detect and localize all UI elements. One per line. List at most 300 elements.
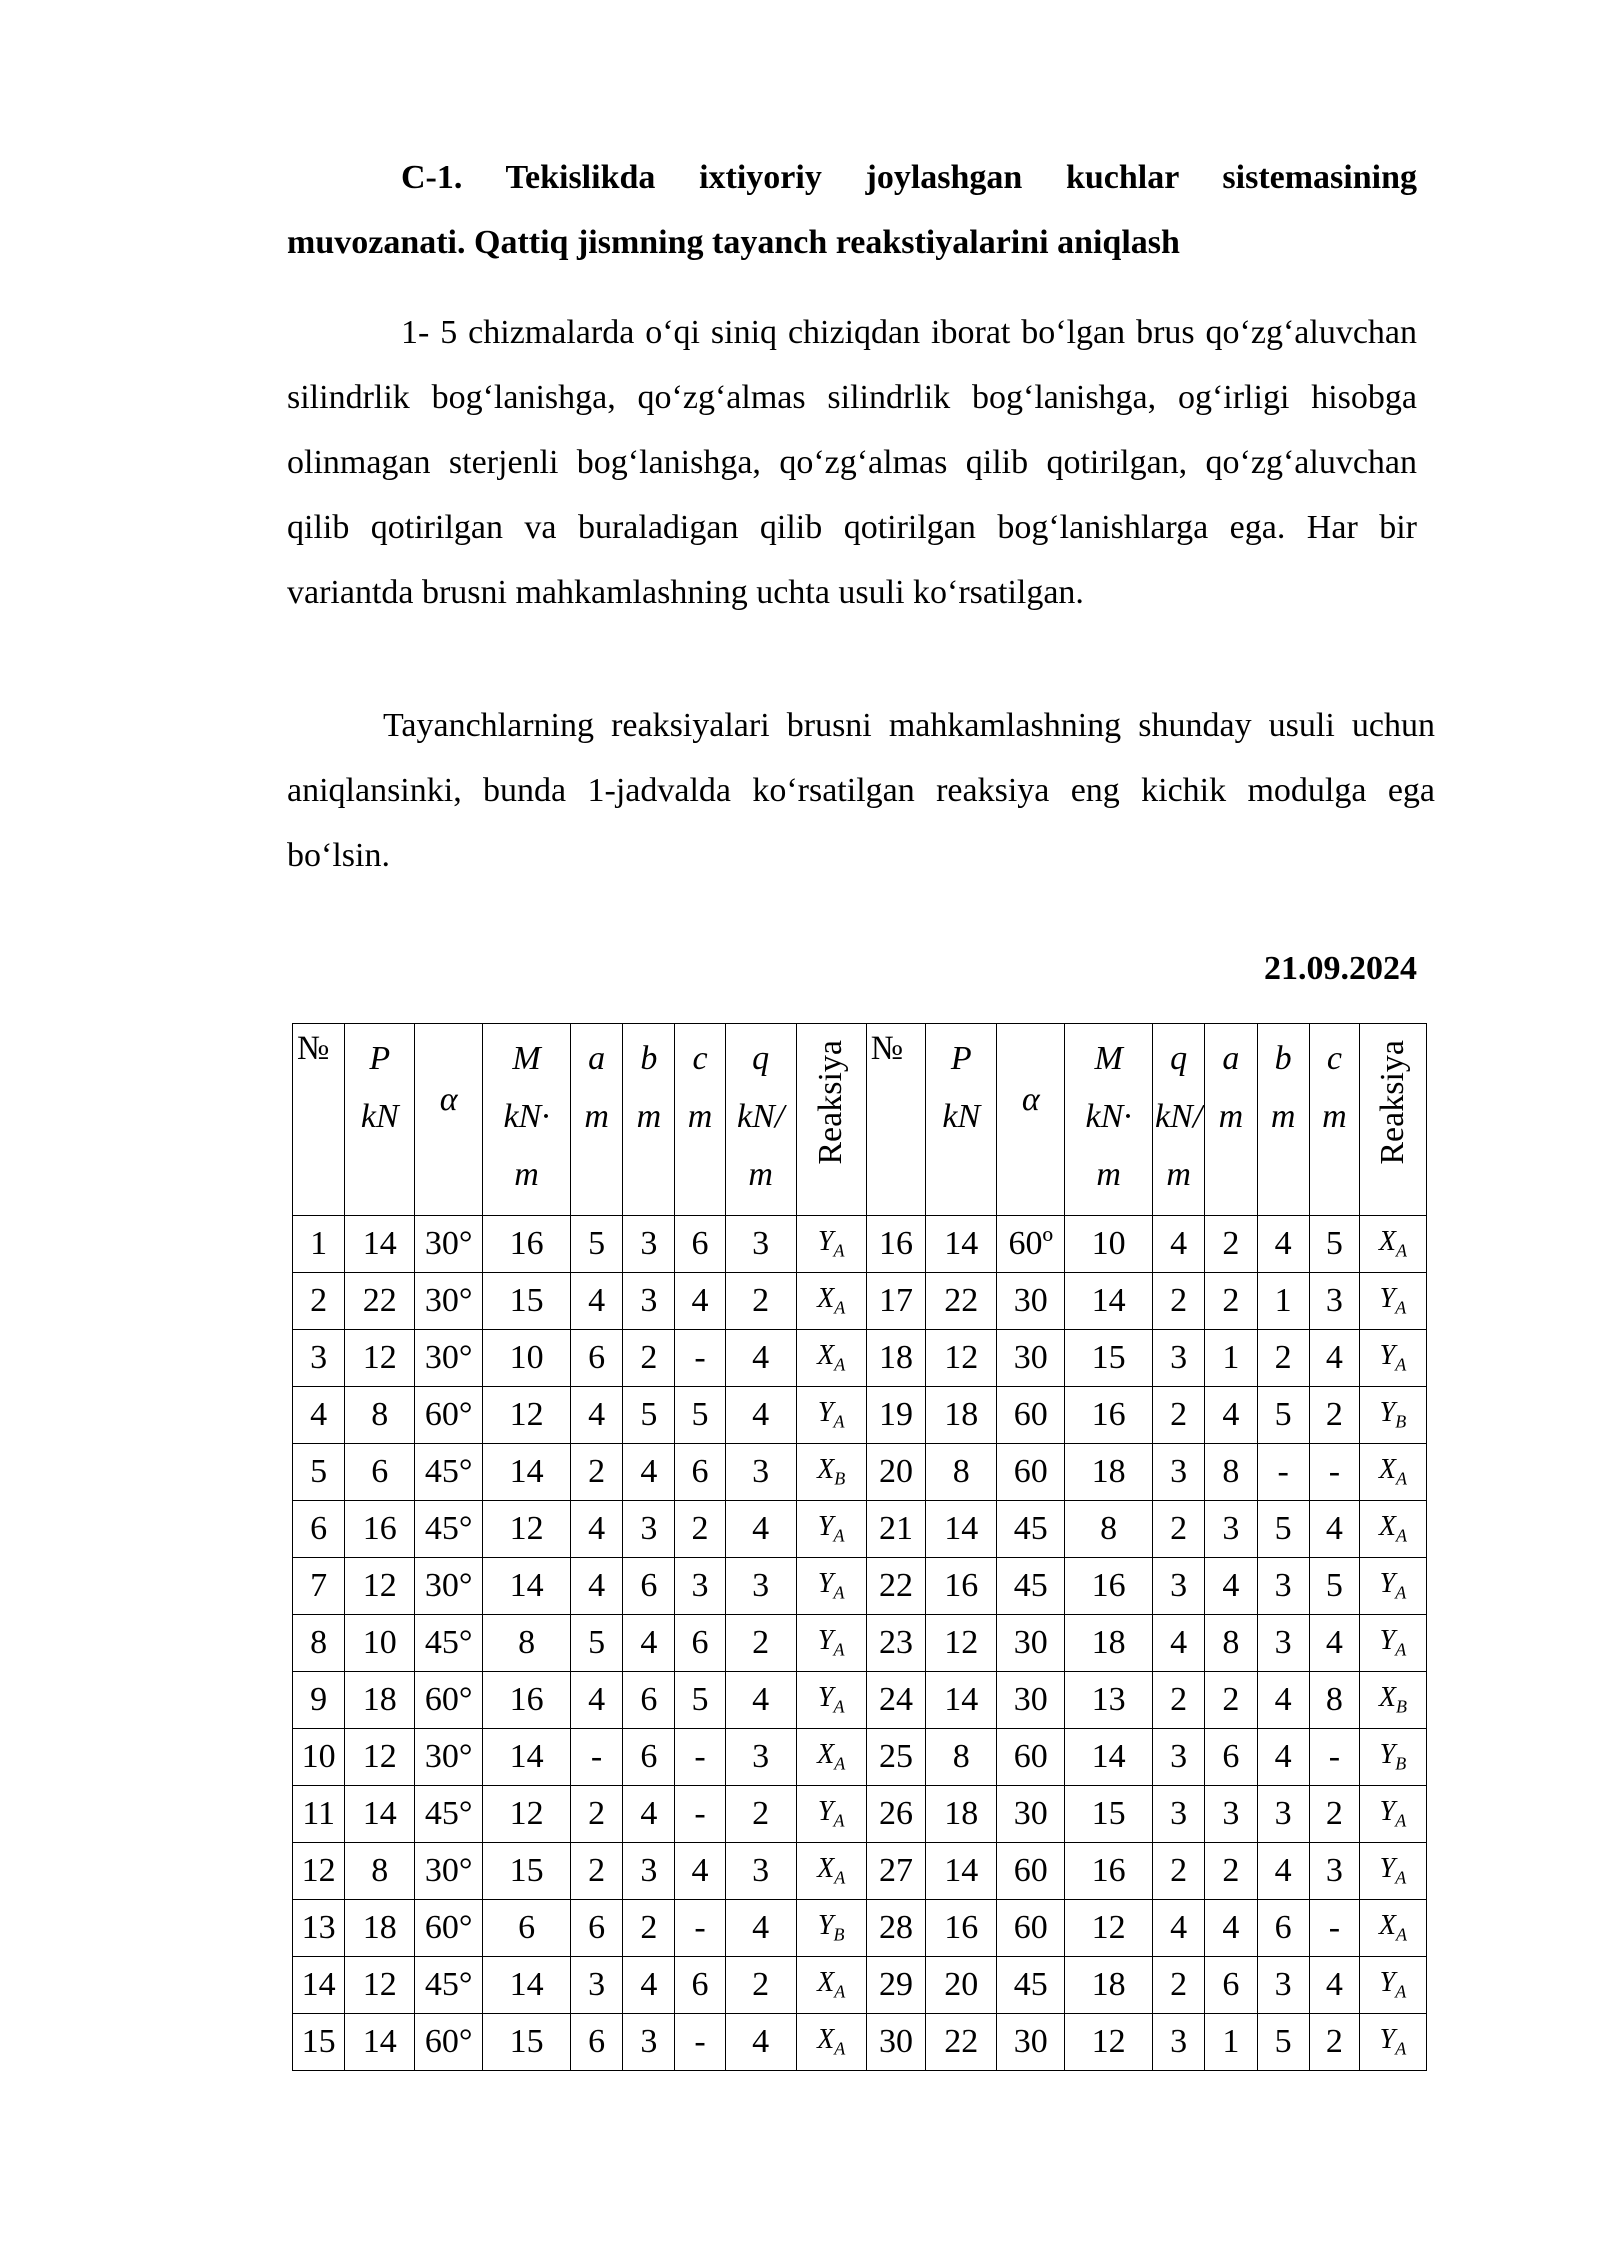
header-m-left-unit2: m bbox=[514, 1156, 539, 1193]
reaction-symbol: Y bbox=[817, 1511, 834, 1543]
cell-p: 14 bbox=[345, 1786, 415, 1843]
cell-p: 8 bbox=[345, 1387, 415, 1444]
header-alpha-left bbox=[415, 1024, 483, 1216]
cell-alpha: 30° bbox=[415, 1729, 483, 1786]
reaction-symbol: X bbox=[1378, 1511, 1397, 1543]
cell-alpha: 30° bbox=[415, 1273, 483, 1330]
header-c-right bbox=[1309, 1024, 1359, 1216]
variant-number: 16 bbox=[866, 1216, 926, 1273]
reaction-subscript: A bbox=[1395, 1297, 1407, 1318]
reaction-subscript: A bbox=[1395, 1639, 1407, 1660]
cell-m: 18 bbox=[1065, 1957, 1153, 2014]
cell-reaction bbox=[1359, 1558, 1426, 1615]
cell-a: 5 bbox=[570, 1615, 622, 1672]
reaction-symbol: Y bbox=[1379, 1967, 1396, 1999]
cell-alpha: 60º bbox=[997, 1216, 1065, 1273]
reaction-subscript: A bbox=[1396, 1468, 1408, 1489]
reaction-symbol: X bbox=[817, 2024, 835, 2056]
cell-b: 5 bbox=[623, 1387, 675, 1444]
header-p-right-symbol: P bbox=[950, 1040, 972, 1077]
cell-b: 3 bbox=[1257, 1558, 1309, 1615]
cell-a: 6 bbox=[1205, 1957, 1257, 2014]
cell-reaction bbox=[796, 2014, 866, 2071]
cell-b: 4 bbox=[623, 1786, 675, 1843]
cell-b: 4 bbox=[623, 1957, 675, 2014]
cell-p: 22 bbox=[345, 1273, 415, 1330]
reaction-symbol: Y bbox=[1379, 1796, 1396, 1828]
header-num-right-label: № bbox=[870, 1030, 904, 1067]
cell-m: 10 bbox=[1065, 1216, 1153, 1273]
header-reaksiya-left bbox=[796, 1024, 866, 1216]
cell-alpha: 30 bbox=[997, 1672, 1065, 1729]
cell-p: 12 bbox=[345, 1729, 415, 1786]
cell-p: 14 bbox=[926, 1672, 997, 1729]
cell-m: 14 bbox=[1065, 1729, 1153, 1786]
cell-reaction bbox=[1359, 1957, 1426, 2014]
cell-b: 1 bbox=[1257, 1273, 1309, 1330]
cell-alpha: 60° bbox=[415, 2014, 483, 2071]
variant-number: 10 bbox=[293, 1729, 345, 1786]
cell-c: 6 bbox=[675, 1444, 725, 1501]
variant-number: 6 bbox=[293, 1501, 345, 1558]
cell-q: 2 bbox=[725, 1786, 796, 1843]
cell-m: 18 bbox=[1065, 1615, 1153, 1672]
cell-p: 18 bbox=[345, 1672, 415, 1729]
cell-c: 5 bbox=[675, 1672, 725, 1729]
header-q-right-unit2: m bbox=[1166, 1156, 1191, 1193]
cell-b: 3 bbox=[623, 1501, 675, 1558]
cell-q: 3 bbox=[1153, 1729, 1205, 1786]
cell-p: 8 bbox=[345, 1843, 415, 1900]
reaction-symbol: X bbox=[817, 1739, 835, 1771]
cell-p: 18 bbox=[345, 1900, 415, 1957]
variant-number: 17 bbox=[866, 1273, 926, 1330]
cell-m: 15 bbox=[483, 2014, 571, 2071]
reaction-symbol: Y bbox=[1379, 2024, 1396, 2056]
header-m-right-symbol: M bbox=[1094, 1040, 1123, 1077]
cell-c: 2 bbox=[675, 1501, 725, 1558]
header-q-left bbox=[725, 1024, 796, 1216]
cell-p: 22 bbox=[926, 1273, 997, 1330]
cell-q: 3 bbox=[725, 1444, 796, 1501]
reaction-symbol: X bbox=[1378, 1682, 1397, 1714]
reaction-subscript: A bbox=[833, 1582, 845, 1603]
header-num-left bbox=[293, 1024, 345, 1216]
cell-m: 14 bbox=[1065, 1273, 1153, 1330]
reaction-symbol: Y bbox=[1379, 1625, 1396, 1657]
header-p-right bbox=[926, 1024, 997, 1216]
reaction-subscript: A bbox=[834, 1354, 846, 1375]
header-a-left-symbol: a bbox=[588, 1040, 606, 1077]
header-a-right bbox=[1205, 1024, 1257, 1216]
cell-p: 20 bbox=[926, 1957, 997, 2014]
variant-number: 12 bbox=[293, 1843, 345, 1900]
cell-a: 3 bbox=[570, 1957, 622, 2014]
cell-p: 14 bbox=[926, 1216, 997, 1273]
reaction-subscript: A bbox=[833, 1240, 845, 1261]
cell-reaction bbox=[1359, 1615, 1426, 1672]
cell-q: 4 bbox=[725, 1330, 796, 1387]
variant-number: 13 bbox=[293, 1900, 345, 1957]
table-row bbox=[293, 1501, 1427, 1558]
cell-m: 10 bbox=[483, 1330, 571, 1387]
cell-q: 3 bbox=[1153, 1330, 1205, 1387]
cell-a: 4 bbox=[570, 1558, 622, 1615]
cell-reaction bbox=[796, 1957, 866, 2014]
reaction-subscript: A bbox=[833, 1696, 845, 1717]
header-q-left-unit1: kN/ bbox=[737, 1098, 785, 1135]
table-row bbox=[293, 1444, 1427, 1501]
cell-q: 3 bbox=[725, 1729, 796, 1786]
cell-b: 5 bbox=[1257, 1501, 1309, 1558]
cell-alpha: 45 bbox=[997, 1501, 1065, 1558]
variant-number: 11 bbox=[293, 1786, 345, 1843]
header-b-right-unit: m bbox=[1270, 1098, 1296, 1135]
cell-alpha: 60 bbox=[997, 1387, 1065, 1444]
cell-b: 4 bbox=[623, 1444, 675, 1501]
table-row bbox=[293, 1729, 1427, 1786]
cell-q: 2 bbox=[725, 1615, 796, 1672]
cell-b: 3 bbox=[1257, 1786, 1309, 1843]
reaction-symbol: Y bbox=[1379, 1283, 1396, 1315]
cell-q: 3 bbox=[725, 1843, 796, 1900]
cell-m: 16 bbox=[1065, 1558, 1153, 1615]
cell-c: 4 bbox=[1309, 1957, 1359, 2014]
cell-q: 2 bbox=[1153, 1672, 1205, 1729]
header-m-left-symbol: M bbox=[512, 1040, 541, 1077]
cell-reaction bbox=[796, 1273, 866, 1330]
cell-b: 6 bbox=[623, 1729, 675, 1786]
cell-p: 14 bbox=[926, 1843, 997, 1900]
cell-q: 2 bbox=[1153, 1387, 1205, 1444]
header-m-right-unit1: kN· bbox=[1085, 1098, 1132, 1135]
header-b-left-symbol: b bbox=[640, 1040, 658, 1077]
header-m-left-unit1: kN· bbox=[503, 1098, 550, 1135]
cell-q: 2 bbox=[1153, 1273, 1205, 1330]
cell-q: 2 bbox=[725, 1273, 796, 1330]
cell-c: 3 bbox=[1309, 1273, 1359, 1330]
cell-c: - bbox=[1309, 1900, 1359, 1957]
variant-number: 14 bbox=[293, 1957, 345, 2014]
cell-m: 12 bbox=[483, 1387, 571, 1444]
cell-m: 15 bbox=[483, 1273, 571, 1330]
cell-q: 3 bbox=[1153, 1558, 1205, 1615]
cell-c: 5 bbox=[675, 1387, 725, 1444]
cell-a: 6 bbox=[570, 1330, 622, 1387]
reaction-symbol: Y bbox=[817, 1397, 834, 1429]
reaction-symbol: Y bbox=[817, 1796, 834, 1828]
header-q-right-unit1: kN/ bbox=[1155, 1098, 1203, 1135]
reaction-subscript: A bbox=[1395, 1810, 1407, 1831]
header-p-right-unit: kN bbox=[942, 1098, 981, 1135]
cell-p: 22 bbox=[926, 2014, 997, 2071]
variant-number: 23 bbox=[866, 1615, 926, 1672]
variant-number: 21 bbox=[866, 1501, 926, 1558]
cell-reaction bbox=[1359, 1843, 1426, 1900]
cell-c: 3 bbox=[675, 1558, 725, 1615]
cell-reaction bbox=[1359, 2014, 1426, 2071]
cell-q: 2 bbox=[1153, 1957, 1205, 2014]
table-row bbox=[293, 1558, 1427, 1615]
cell-b: 2 bbox=[1257, 1330, 1309, 1387]
cell-m: 18 bbox=[1065, 1444, 1153, 1501]
header-c-right-symbol: c bbox=[1326, 1040, 1342, 1077]
cell-q: 4 bbox=[725, 1900, 796, 1957]
cell-c: 6 bbox=[675, 1615, 725, 1672]
cell-alpha: 30 bbox=[997, 1330, 1065, 1387]
cell-b: - bbox=[1257, 1444, 1309, 1501]
variant-number: 1 bbox=[293, 1216, 345, 1273]
paragraph-2: Tayanchlarning reaksiyalari brusni mahkamlashning shunday usuli uchun aniqlansinki, bunda 1-jadvalda koʻrsatilgan reaksiya eng kichik modulga ega boʻlsin. bbox=[287, 707, 1435, 874]
header-m-right-unit2: m bbox=[1096, 1156, 1121, 1193]
cell-reaction bbox=[1359, 1900, 1426, 1957]
header-alpha-right bbox=[997, 1024, 1065, 1216]
reaction-subscript: A bbox=[833, 1639, 845, 1660]
cell-c: 4 bbox=[675, 1273, 725, 1330]
cell-b: 3 bbox=[623, 1216, 675, 1273]
header-p-left-unit: kN bbox=[360, 1098, 399, 1135]
variant-number: 30 bbox=[866, 2014, 926, 2071]
cell-b: 3 bbox=[1257, 1957, 1309, 2014]
cell-a: 2 bbox=[570, 1786, 622, 1843]
reaction-subscript: A bbox=[1395, 1981, 1407, 2002]
cell-a: 4 bbox=[1205, 1558, 1257, 1615]
cell-a: 2 bbox=[570, 1444, 622, 1501]
reaction-subscript: A bbox=[1395, 1582, 1407, 1603]
cell-a: - bbox=[570, 1729, 622, 1786]
cell-b: 3 bbox=[1257, 1615, 1309, 1672]
reaction-symbol: X bbox=[817, 1340, 835, 1372]
cell-alpha: 45° bbox=[415, 1957, 483, 2014]
variants-table bbox=[292, 1023, 1427, 2071]
table-row bbox=[293, 1957, 1427, 2014]
reaction-subscript: A bbox=[834, 1867, 846, 1888]
cell-p: 14 bbox=[345, 1216, 415, 1273]
cell-reaction bbox=[796, 1729, 866, 1786]
cell-p: 14 bbox=[345, 2014, 415, 2071]
cell-p: 16 bbox=[345, 1501, 415, 1558]
reaction-symbol: X bbox=[1378, 1454, 1397, 1486]
cell-c: 4 bbox=[1309, 1501, 1359, 1558]
reaction-subscript: A bbox=[833, 1525, 845, 1546]
cell-alpha: 60° bbox=[415, 1900, 483, 1957]
reaction-subscript: B bbox=[1395, 1753, 1407, 1774]
date-label: 21.09.2024 bbox=[1264, 950, 1417, 987]
cell-reaction bbox=[796, 1330, 866, 1387]
cell-b: 6 bbox=[623, 1558, 675, 1615]
cell-alpha: 30° bbox=[415, 1216, 483, 1273]
cell-m: 15 bbox=[1065, 1786, 1153, 1843]
cell-p: 12 bbox=[926, 1615, 997, 1672]
variant-number: 7 bbox=[293, 1558, 345, 1615]
cell-p: 18 bbox=[926, 1786, 997, 1843]
cell-c: - bbox=[1309, 1729, 1359, 1786]
cell-m: 16 bbox=[1065, 1843, 1153, 1900]
cell-a: 5 bbox=[570, 1216, 622, 1273]
cell-b: 4 bbox=[1257, 1729, 1309, 1786]
cell-q: 4 bbox=[725, 1672, 796, 1729]
reaction-symbol: Y bbox=[817, 1682, 834, 1714]
header-b-left-unit: m bbox=[636, 1098, 662, 1135]
cell-q: 2 bbox=[1153, 1501, 1205, 1558]
variant-number: 5 bbox=[293, 1444, 345, 1501]
cell-alpha: 30 bbox=[997, 2014, 1065, 2071]
variant-number: 8 bbox=[293, 1615, 345, 1672]
cell-p: 12 bbox=[345, 1558, 415, 1615]
cell-m: 15 bbox=[483, 1843, 571, 1900]
header-b-right-symbol: b bbox=[1274, 1040, 1292, 1077]
cell-a: 4 bbox=[570, 1387, 622, 1444]
cell-reaction bbox=[796, 1216, 866, 1273]
variant-number: 22 bbox=[866, 1558, 926, 1615]
cell-c: - bbox=[675, 1729, 725, 1786]
cell-a: 4 bbox=[1205, 1387, 1257, 1444]
cell-a: 8 bbox=[1205, 1444, 1257, 1501]
table-row bbox=[293, 1615, 1427, 1672]
reaction-subscript: A bbox=[1395, 1867, 1407, 1888]
header-c-left-symbol: c bbox=[692, 1040, 708, 1077]
cell-alpha: 60 bbox=[997, 1843, 1065, 1900]
cell-b: 5 bbox=[1257, 1387, 1309, 1444]
header-c-left-unit: m bbox=[687, 1098, 713, 1135]
variant-number: 27 bbox=[866, 1843, 926, 1900]
header-a-left-unit: m bbox=[584, 1098, 609, 1135]
cell-a: 3 bbox=[1205, 1786, 1257, 1843]
cell-m: 15 bbox=[1065, 1330, 1153, 1387]
reaction-subscript: B bbox=[1395, 1411, 1407, 1432]
cell-p: 18 bbox=[926, 1387, 997, 1444]
variant-number: 20 bbox=[866, 1444, 926, 1501]
cell-c: - bbox=[675, 1900, 725, 1957]
cell-m: 16 bbox=[1065, 1387, 1153, 1444]
reaction-symbol: X bbox=[1378, 1910, 1397, 1942]
cell-a: 2 bbox=[1205, 1672, 1257, 1729]
cell-a: 1 bbox=[1205, 1330, 1257, 1387]
variant-number: 15 bbox=[293, 2014, 345, 2071]
cell-reaction bbox=[1359, 1672, 1426, 1729]
cell-reaction bbox=[796, 1786, 866, 1843]
cell-p: 10 bbox=[345, 1615, 415, 1672]
cell-q: 4 bbox=[725, 1387, 796, 1444]
header-num-left-label: № bbox=[297, 1030, 330, 1067]
cell-reaction bbox=[1359, 1387, 1426, 1444]
cell-c: - bbox=[675, 1330, 725, 1387]
cell-a: 6 bbox=[1205, 1729, 1257, 1786]
cell-reaction bbox=[796, 1615, 866, 1672]
table-row bbox=[293, 1786, 1427, 1843]
table-row bbox=[293, 1843, 1427, 1900]
cell-a: 3 bbox=[1205, 1501, 1257, 1558]
cell-alpha: 45 bbox=[997, 1558, 1065, 1615]
variant-number: 26 bbox=[866, 1786, 926, 1843]
cell-reaction bbox=[796, 1558, 866, 1615]
cell-b: 6 bbox=[623, 1672, 675, 1729]
cell-c: - bbox=[675, 1786, 725, 1843]
cell-alpha: 60 bbox=[997, 1444, 1065, 1501]
cell-p: 16 bbox=[926, 1900, 997, 1957]
cell-p: 12 bbox=[926, 1330, 997, 1387]
reaction-subscript: B bbox=[1396, 1696, 1408, 1717]
cell-c: 4 bbox=[675, 1843, 725, 1900]
variant-number: 4 bbox=[293, 1387, 345, 1444]
header-p-left bbox=[345, 1024, 415, 1216]
cell-b: 4 bbox=[1257, 1216, 1309, 1273]
cell-b: 3 bbox=[623, 1273, 675, 1330]
cell-reaction bbox=[1359, 1216, 1426, 1273]
cell-c: 5 bbox=[1309, 1558, 1359, 1615]
cell-c: 6 bbox=[675, 1216, 725, 1273]
cell-reaction bbox=[1359, 1330, 1426, 1387]
cell-a: 4 bbox=[570, 1672, 622, 1729]
cell-reaction bbox=[1359, 1501, 1426, 1558]
cell-reaction bbox=[796, 1444, 866, 1501]
cell-p: 12 bbox=[345, 1957, 415, 2014]
header-c-left bbox=[675, 1024, 725, 1216]
cell-m: 14 bbox=[483, 1444, 571, 1501]
cell-b: 5 bbox=[1257, 2014, 1309, 2071]
cell-alpha: 45° bbox=[415, 1786, 483, 1843]
cell-b: 3 bbox=[623, 1843, 675, 1900]
variant-number: 28 bbox=[866, 1900, 926, 1957]
header-b-left bbox=[623, 1024, 675, 1216]
reaction-subscript: A bbox=[1396, 1240, 1408, 1261]
cell-alpha: 60° bbox=[415, 1672, 483, 1729]
cell-c: 6 bbox=[675, 1957, 725, 2014]
cell-alpha: 60 bbox=[997, 1729, 1065, 1786]
cell-c: 2 bbox=[1309, 1786, 1359, 1843]
cell-m: 16 bbox=[483, 1672, 571, 1729]
cell-alpha: 60 bbox=[997, 1900, 1065, 1957]
paragraph-1: 1- 5 chizmalarda oʻqi siniq chiziqdan iborat boʻlgan brus qoʻzgʻaluvchan silindrlik bogʻlanishga, qoʻzgʻalmas silindrlik bogʻlanishga, ogʻirligi hisobga olinmagan sterjenli bogʻlanishga, qoʻzgʻalmas qilib qotirilgan, qoʻzgʻaluvchan qilib qotirilgan va buraladigan qilib qotirilgan bogʻlanishlarga ega. Har bir variantda brusni mahkamlashning uchta usuli koʻrsatilgan. bbox=[287, 314, 1417, 611]
cell-b: 4 bbox=[1257, 1843, 1309, 1900]
reaction-symbol: X bbox=[817, 1967, 835, 1999]
variant-number: 29 bbox=[866, 1957, 926, 2014]
cell-alpha: 45° bbox=[415, 1615, 483, 1672]
reaction-symbol: X bbox=[817, 1283, 835, 1315]
reaction-symbol: Y bbox=[1379, 1397, 1396, 1429]
cell-a: 4 bbox=[570, 1273, 622, 1330]
reaction-subscript: A bbox=[834, 1981, 846, 2002]
reaction-symbol: Y bbox=[817, 1625, 834, 1657]
cell-q: 2 bbox=[725, 1957, 796, 2014]
reaction-symbol: Y bbox=[817, 1568, 834, 1600]
cell-c: - bbox=[675, 2014, 725, 2071]
cell-q: 4 bbox=[1153, 1216, 1205, 1273]
header-reaksiya-right bbox=[1359, 1024, 1426, 1216]
cell-alpha: 30° bbox=[415, 1330, 483, 1387]
cell-q: 4 bbox=[725, 2014, 796, 2071]
reaction-subscript: A bbox=[1396, 1924, 1408, 1945]
cell-c: 8 bbox=[1309, 1672, 1359, 1729]
reaction-subscript: A bbox=[833, 1810, 845, 1831]
cell-a: 1 bbox=[1205, 2014, 1257, 2071]
table-row bbox=[293, 1273, 1427, 1330]
cell-q: 3 bbox=[1153, 2014, 1205, 2071]
cell-reaction bbox=[796, 1900, 866, 1957]
variant-number: 25 bbox=[866, 1729, 926, 1786]
reaction-symbol: Y bbox=[817, 1910, 834, 1942]
cell-a: 2 bbox=[1205, 1843, 1257, 1900]
cell-p: 16 bbox=[926, 1558, 997, 1615]
cell-q: 3 bbox=[1153, 1786, 1205, 1843]
cell-alpha: 60° bbox=[415, 1387, 483, 1444]
reaction-subscript: A bbox=[834, 2038, 846, 2059]
table-row bbox=[293, 2014, 1427, 2071]
document-title: C-1. Tekislikda ixtiyoriy joylashgan kuchlar sistemasining muvozanati. Qattiq jismning tayanch reakstiyalarini aniqlash bbox=[287, 159, 1417, 261]
cell-a: 2 bbox=[570, 1843, 622, 1900]
cell-c: 4 bbox=[1309, 1330, 1359, 1387]
cell-reaction bbox=[1359, 1729, 1426, 1786]
